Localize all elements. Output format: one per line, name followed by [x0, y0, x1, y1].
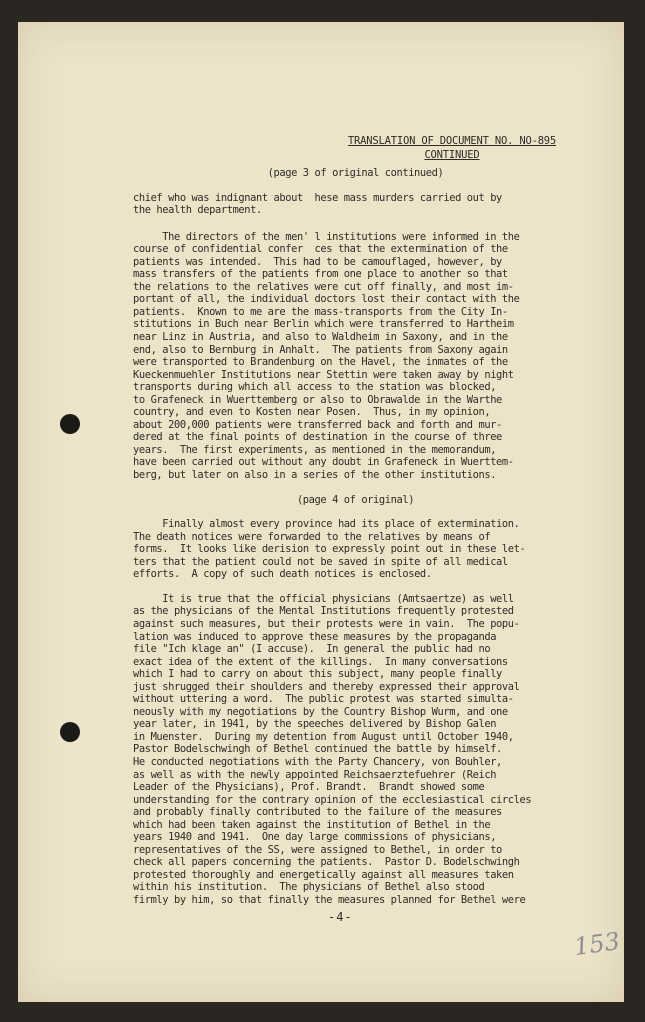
text-line: course of confidential confer ces that the extermination of the: [133, 243, 508, 256]
text-line: country, and even to Kosten near Posen. Thus, in my opinion,: [133, 406, 491, 419]
document-heading: [336, 134, 568, 162]
text-line: in Muenster. During my detention from August until October 1940,: [133, 730, 514, 743]
text-line: protested thoroughly and energetically against all measures taken: [133, 868, 514, 881]
text-line: lation was induced to approve these measures by the propaganda: [133, 630, 497, 643]
text-line: exact idea of the extent of the killings. In many conversations: [133, 655, 508, 668]
punch-hole: [60, 722, 80, 742]
text-line: to Grafeneck in Wuerttemberg or also to Obrawalde in the Warthe: [133, 393, 502, 406]
text-line: patients was intended. This had to be camouflaged, however, by: [133, 255, 502, 268]
text-line: just shrugged their shoulders and thereby expressed their approval: [133, 680, 520, 693]
page-note: (page 4 of original): [296, 493, 415, 506]
text-line: have been carried out without any doubt in Grafeneck in Wuerttem-: [133, 456, 514, 469]
text-line: forms. It looks like derision to expressly point out in these let-: [133, 543, 526, 556]
text-line: Pastor Bodelschwingh of Bethel continued the battle by himself.: [133, 743, 502, 756]
text-line: ters that the patient could not be saved in spite of all medical: [133, 555, 508, 568]
text-line: as the physicians of the Mental Institutions frequently protested: [133, 605, 514, 618]
text-line: which I had to carry on about this subject, many people finally: [133, 668, 502, 681]
text-line: check all papers concerning the patients. Pastor D. Bodelschwingh: [133, 856, 520, 869]
text-line: end, also to Bernburg in Anhalt. The patients from Saxony again: [133, 343, 508, 356]
text-line: against such measures, but their protests were in vain. The popu-: [133, 617, 520, 630]
text-line: The directors of the men' l institutions were informed in the: [133, 230, 520, 243]
punch-hole: [60, 414, 80, 434]
document-body: [133, 167, 578, 907]
text-line: stitutions in Buch near Berlin which were transferred to Hartheim: [133, 318, 514, 331]
text-line: chief who was indignant about hese mass murders carried out by: [133, 191, 502, 204]
text-line: representatives of the SS, were assigned to Bethel, in order to: [133, 843, 502, 856]
paragraph-3: [133, 518, 578, 581]
text-line: Leader of the Physicians), Prof. Brandt. Brandt showed some: [133, 781, 485, 794]
text-line: which had been taken against the institution of Bethel in the: [133, 818, 491, 831]
paragraph-4: [133, 593, 578, 907]
text-line: year later, in 1941, by the speeches delivered by Bishop Galen: [133, 718, 497, 731]
text-line: within his institution. The physicians of Bethel also stood: [133, 881, 485, 894]
text-line: years. The first experiments, as mentioned in the memorandum,: [133, 443, 497, 456]
text-line: portant of all, the individual doctors lost their contact with the: [133, 293, 520, 306]
text-line: Finally almost every province had its place of extermination.: [133, 518, 520, 531]
text-line: dered at the final points of destination in the course of three: [133, 431, 502, 444]
text-line: near Linz in Austria, and also to Waldheim in Saxony, and in the: [133, 331, 508, 344]
text-line: understanding for the contrary opinion of the ecclesiastical circles: [133, 793, 532, 806]
text-line: firmly by him, so that finally the measures planned for Bethel were: [133, 893, 526, 906]
text-line: about 200,000 patients were transferred back and forth and mur-: [133, 418, 502, 431]
text-line: It is true that the official physicians (Amtsaertze) as well: [133, 592, 514, 605]
heading-continued: CONTINUED: [424, 149, 480, 161]
paragraph-1: [133, 192, 578, 217]
document-page: [18, 22, 624, 1002]
text-line: Kueckenmuehler Institutions near Stettin were taken away by night: [133, 368, 514, 381]
text-line: years 1940 and 1941. One day large commissions of physicians,: [133, 831, 497, 844]
text-line: file "Ich klage an" (I accuse). In general the public had no: [133, 643, 491, 656]
text-line: The death notices were forwarded to the relatives by means of: [133, 530, 491, 543]
text-line: berg, but later on also in a series of the other institutions.: [133, 469, 497, 482]
text-line: He conducted negotiations with the Party Chancery, von Bouhler,: [133, 755, 502, 768]
text-line: neously with my negotiations by the Country Bishop Wurm, and one: [133, 705, 508, 718]
page-number: -4-: [328, 910, 353, 924]
text-line: patients. Known to me are the mass-transports from the City In-: [133, 305, 508, 318]
text-line: without uttering a word. The public protest was started simulta-: [133, 693, 514, 706]
paragraph-2: [133, 231, 578, 482]
handwritten-folio-number: 153: [572, 926, 622, 962]
text-line: transports during which all access to the station was blocked,: [133, 381, 497, 394]
text-line: mass transfers of the patients from one place to another so that: [133, 268, 508, 281]
text-line: efforts. A copy of such death notices is enclosed.: [133, 568, 432, 581]
page-note: (page 3 of original continued): [267, 167, 444, 179]
text-line: as well as with the newly appointed Reichsaerztefuehrer (Reich: [133, 768, 497, 781]
text-line: and probably finally contributed to the failure of the measures: [133, 806, 502, 819]
text-line: were transported to Brandenburg on the Havel, the inmates of the: [133, 356, 508, 369]
heading-title: TRANSLATION OF DOCUMENT NO. NO-895: [347, 135, 557, 147]
text-line: the relations to the relatives were cut off finally, and most im-: [133, 280, 514, 293]
text-line: the health department.: [133, 204, 262, 217]
